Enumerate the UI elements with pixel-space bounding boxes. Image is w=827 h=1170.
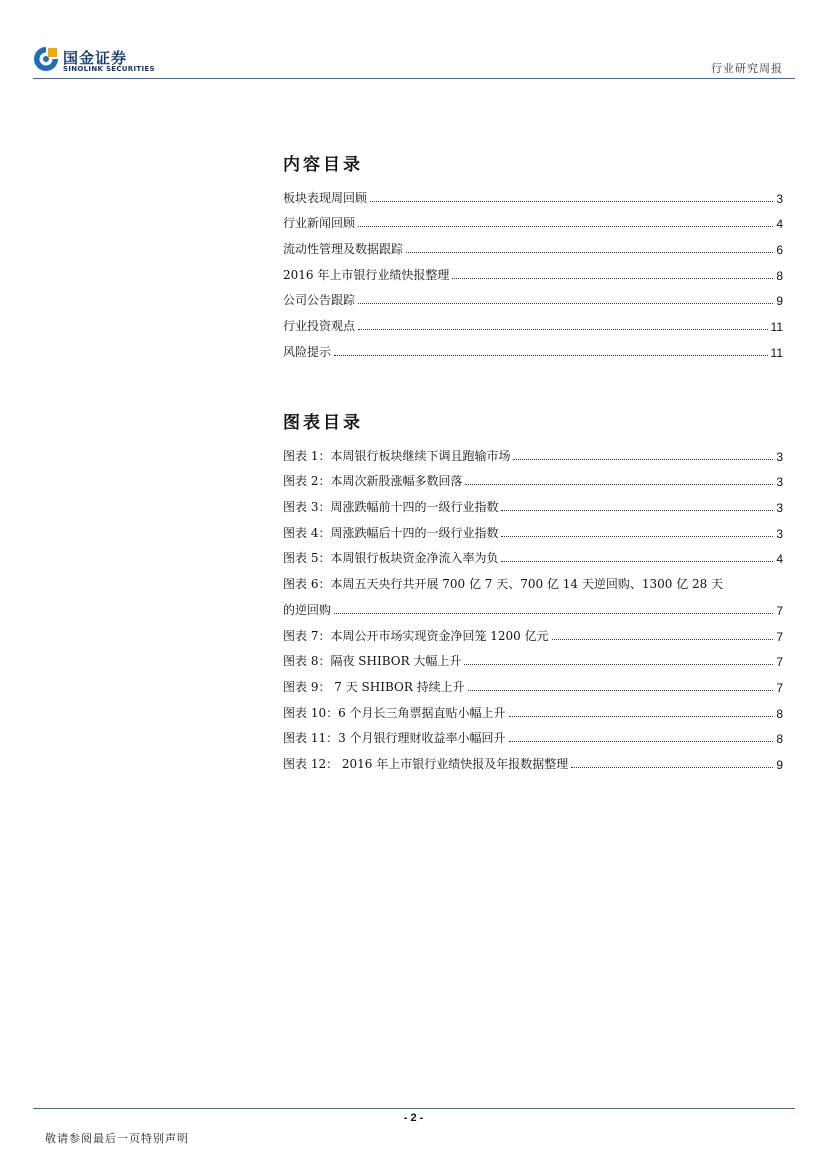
dot-leader [452, 277, 773, 279]
chart-toc-title: 图表目录 [283, 413, 363, 433]
toc-entry-page: 11 [770, 345, 783, 360]
toc-entry[interactable] [283, 180, 783, 206]
chart-toc-entry[interactable] [283, 541, 783, 567]
chart-toc-entry[interactable] [283, 669, 783, 695]
chart-toc-label: 图表 7：本周公开市场实现资金净回笼 1200 亿元 [283, 628, 549, 643]
chart-toc-entry[interactable] [283, 721, 783, 747]
toc-entry[interactable] [283, 334, 783, 360]
chart-toc-page: 9 [776, 757, 783, 772]
toc-entry-page: 8 [776, 268, 783, 283]
dot-leader [358, 328, 768, 330]
chart-toc-page: 8 [776, 706, 783, 721]
toc-entry-label: 风险提示 [283, 344, 332, 359]
chart-toc-page: 8 [776, 732, 783, 747]
chart-toc-page: 3 [776, 475, 783, 490]
toc-entry[interactable] [283, 206, 783, 232]
chart-toc-page: 4 [776, 552, 783, 567]
toc-entry[interactable] [283, 231, 783, 257]
toc-entry-page: 6 [776, 243, 783, 258]
header-divider [33, 78, 795, 79]
report-type: 行业研究周报 [711, 62, 783, 75]
dot-leader [358, 225, 773, 227]
dot-leader [464, 663, 773, 665]
chart-toc-entry-wrapped-line1[interactable] [283, 566, 783, 592]
chart-toc-entry[interactable] [283, 489, 783, 515]
chart-toc-entry[interactable] [283, 618, 783, 644]
dot-leader [406, 251, 773, 253]
toc-entry-page: 9 [776, 294, 783, 309]
chart-toc-entry[interactable] [283, 644, 783, 670]
chart-toc-entry[interactable] [283, 695, 783, 721]
chart-toc-label: 图表 5：本周银行板块资金净流入率为负 [283, 551, 499, 566]
dot-leader [468, 689, 774, 691]
dot-leader [358, 302, 773, 304]
toc-entry-page: 4 [776, 217, 783, 232]
chart-toc-page: 7 [776, 603, 783, 618]
dot-leader [334, 612, 773, 614]
toc-entry-label: 流动性管理及数据跟踪 [283, 242, 404, 257]
dot-leader [501, 560, 773, 562]
chart-toc-page: 3 [776, 501, 783, 516]
dot-leader [501, 535, 773, 537]
page-header [0, 0, 827, 80]
logo-chinese-text: 国金证券 [63, 49, 128, 67]
toc-entry-label: 板块表现周回顾 [283, 190, 368, 205]
chart-toc-label: 图表 9： 7 天 SHIBOR 持续上升 [283, 679, 465, 694]
chart-toc-page: 3 [776, 449, 783, 464]
dot-leader [334, 354, 768, 356]
toc-entry-label: 行业新闻回顾 [283, 216, 356, 231]
toc-entry-label: 行业投资观点 [283, 319, 356, 334]
chart-toc-label: 图表 2：本周次新股涨幅多数回落 [283, 474, 463, 489]
dot-leader [552, 638, 774, 640]
chart-toc-entry-wrapped-line2[interactable] [283, 592, 783, 618]
dot-leader [465, 483, 773, 485]
toc-entry[interactable] [283, 257, 783, 283]
dot-leader [571, 766, 773, 768]
chart-toc-label-line1: 图表 6：本周五天央行共开展 700 亿 7 天、700 亿 14 天逆回购、1300 亿 28 天 [283, 577, 724, 592]
chart-toc-page: 7 [776, 629, 783, 644]
chart-toc-label: 图表 1：本周银行板块继续下调且跑输市场 [283, 448, 511, 463]
chart-toc-label: 图表 3：周涨跌幅前十四的一级行业指数 [283, 500, 499, 515]
chart-toc-entry[interactable] [283, 746, 783, 772]
dot-leader [509, 715, 774, 717]
footer-disclaimer: 敬请参阅最后一页特别声明 [45, 1132, 189, 1145]
dot-leader [501, 509, 773, 511]
chart-toc-entry[interactable] [283, 515, 783, 541]
chart-toc-entry[interactable] [283, 438, 783, 464]
chart-toc-page: 7 [776, 655, 783, 670]
content-toc-title: 内容目录 [283, 155, 363, 175]
toc-entry[interactable] [283, 308, 783, 334]
dot-leader [370, 200, 773, 202]
chart-toc-page: 7 [776, 680, 783, 695]
toc-entry-page: 3 [776, 191, 783, 206]
chart-toc-label: 图表 8：隔夜 SHIBOR 大幅上升 [283, 654, 462, 669]
page-number: - 2 - [403, 1112, 424, 1124]
toc-entry-page: 11 [770, 320, 783, 335]
chart-toc-page: 3 [776, 526, 783, 541]
company-logo [33, 46, 153, 76]
logo-mark-icon [33, 46, 59, 72]
chart-toc-label-line2: 的逆回购 [283, 602, 332, 617]
toc-entry-label: 公司公告跟踪 [283, 293, 356, 308]
chart-toc-label: 图表 10：6 个月长三角票据直贴小幅上升 [283, 705, 506, 720]
chart-toc-list [283, 438, 783, 772]
chart-toc-entry[interactable] [283, 464, 783, 490]
chart-toc-label: 图表 12： 2016 年上市银行业绩快报及年报数据整理 [283, 756, 569, 771]
toc-entry-label: 2016 年上市银行业绩快报整理 [283, 267, 450, 282]
content-toc-list [283, 180, 783, 360]
dot-leader [513, 458, 773, 460]
footer-divider [33, 1108, 795, 1109]
chart-toc-label: 图表 4：周涨跌幅后十四的一级行业指数 [283, 525, 499, 540]
dot-leader [509, 740, 774, 742]
toc-entry[interactable] [283, 283, 783, 309]
logo-english-text: SINOLINK SECURITIES [63, 65, 155, 73]
chart-toc-label: 图表 11：3 个月银行理财收益率小幅回升 [283, 731, 506, 746]
